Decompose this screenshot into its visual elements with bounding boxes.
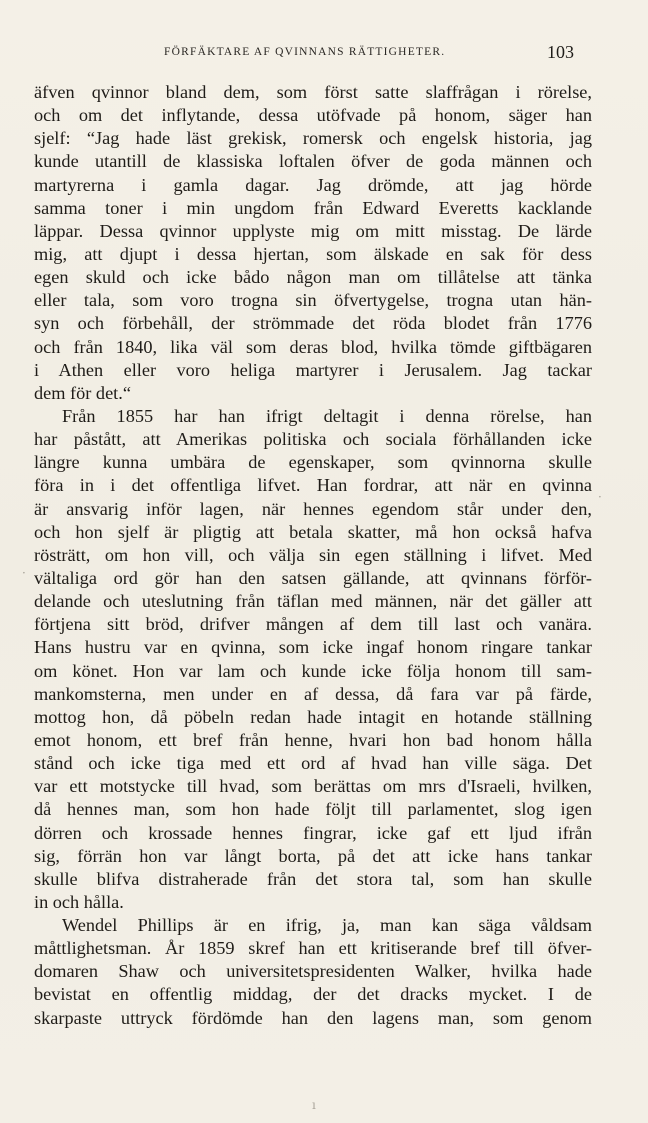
text-line: är ansvarig inför lagen, när hennes egendom står under den, — [34, 498, 592, 519]
body-text — [34, 81, 592, 1030]
text-line: har påstått, att Amerikas politiska och sociala förhållanden icke — [34, 429, 592, 450]
text-line: läppar. Dessa qvinnor upplyste mig om mitt misstag. De lärde — [34, 220, 592, 241]
text-line: och om det inflytande, dessa utöfvade på honom, säger han — [34, 105, 592, 126]
text-line: om könet. Hon var lam och kunde icke följa honom till sam- — [34, 660, 592, 681]
text-line: Hans hustru var en qvinna, som icke ingaf honom ringare tankar — [34, 637, 592, 658]
text-line: dem för det.“ — [34, 382, 131, 403]
text-line: mig, att djupt i dessa hjertan, som älskade en sak för dess — [34, 243, 592, 264]
text-line: sjelf: “Jag hade läst grekisk, romersk och engelsk historia, jag — [34, 128, 592, 149]
text-line: sig, förrän hon var långt borta, på det att icke hans tankar — [34, 845, 592, 866]
text-line: och från 1840, lika väl som deras blod, hvilka tömde giftbägaren — [34, 336, 592, 357]
text-line: föra in i det offentliga lifvet. Han fordrar, att när en qvinna — [34, 475, 592, 496]
text-line: skulle blifva distraherade från det stora tal, som han skulle — [34, 868, 592, 889]
text-line: längre kunna umbära de egenskaper, som qvinnorna skulle — [34, 452, 592, 473]
page-header — [34, 42, 574, 66]
text-line: mankomsterna, men under en af dessa, då fara var på färde, — [34, 683, 592, 704]
paper-speck: · — [598, 490, 602, 504]
paper-speck: ı — [312, 1098, 316, 1112]
running-title: FÖRFÄKTARE AF QVINNANS RÄTTIGHETER. — [164, 46, 446, 58]
text-line: dörren och krossade hennes fingrar, icke gaf ett ljud ifrån — [34, 822, 592, 843]
text-line: domaren Shaw och universitetspresidenten Walker, hvilka hade — [34, 961, 592, 982]
text-line: äfven qvinnor bland dem, som först satte slaffrågan i rörelse, — [34, 82, 592, 102]
text-line: vältaliga ord gör han den satsen gällande, att qvinnans förför- — [34, 567, 592, 588]
text-line: rösträtt, om hon vill, och välja sin egen ställning i lifvet. Med — [34, 544, 592, 565]
text-line: Wendel Phillips är en ifrig, ja, man kan säga våldsam — [62, 915, 592, 936]
text-line: kunde utantill de klassiska loftalen öfver de goda männen och — [34, 151, 592, 172]
text-line: emot honom, ett bref från henne, hvari hon bad honom hålla — [34, 729, 592, 750]
text-line: måttlighetsman. År 1859 skref han ett kritiserande bref till öfver- — [34, 938, 592, 959]
text-line: mottog hon, då pöbeln redan hade intagit en hotande ställning — [34, 706, 592, 727]
text-line: egen skuld och icke bådo någon man om tillåtelse att tänka — [34, 267, 592, 288]
text-line: skarpaste uttryck fördömde han den lagens man, som genom — [34, 1007, 592, 1028]
text-line: martyrerna i gamla dagar. Jag drömde, att jag hörde — [34, 174, 592, 195]
text-line: eller tala, som voro trogna sin öfvertygelse, trogna utan hän- — [34, 290, 592, 311]
text-line: bevistat en offentlig middag, der det dracks mycket. I de — [34, 984, 592, 1005]
text-line: in och hålla. — [34, 891, 124, 912]
text-line: delande och uteslutning från täflan med männen, när det gäller att — [34, 591, 592, 612]
text-line: och hon sjelf är pligtig att betala skatter, må hon också hafva — [34, 521, 592, 542]
page-number: 103 — [547, 42, 574, 62]
text-line: var ett motstycke till hvad, som berättas om mrs d'Israeli, hvilken, — [34, 776, 592, 797]
paper-speck: · — [22, 566, 26, 580]
text-line: Från 1855 har han ifrigt deltagit i denna rörelse, han — [62, 405, 592, 426]
text-line: i Athen eller voro heliga martyrer i Jerusalem. Jag tackar — [34, 359, 592, 380]
text-line: syn och förbehåll, der strömmade det röda blodet från 1776 — [34, 313, 592, 334]
text-line: samma toner i min ungdom från Edward Everetts kacklande — [34, 197, 592, 218]
text-line: förtjena sitt bröd, drifver mången af dem till last och vanära. — [34, 614, 592, 635]
text-line: då hennes man, som hon hade följt till parlamentet, slog igen — [34, 799, 592, 820]
text-line: stånd och icke tiga med ett ord af hvad han ville säga. Det — [34, 753, 592, 774]
